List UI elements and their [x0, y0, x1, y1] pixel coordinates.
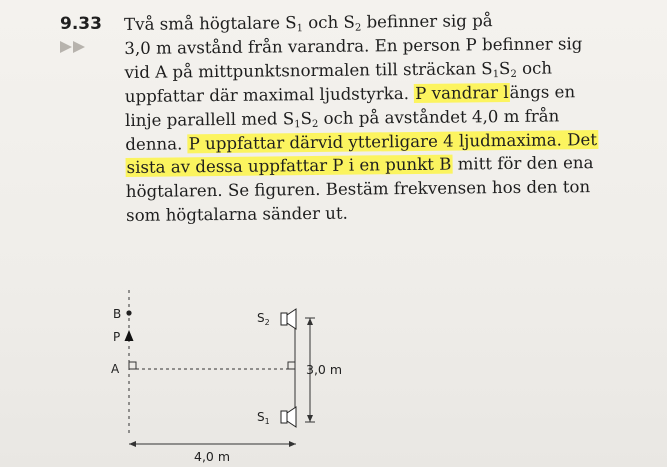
subscript: 1 — [492, 68, 500, 80]
subscript: 2 — [311, 118, 319, 130]
distance-vertical-label: 3,0 m — [306, 362, 343, 377]
text-segment: denna. — [125, 133, 188, 154]
subscript: 2 — [354, 22, 362, 34]
person-p-arrow-icon — [125, 330, 134, 341]
text-segment: och på avståndet 4,0 m från — [318, 106, 560, 128]
right-angle-a — [129, 362, 136, 369]
subscript: 1 — [296, 23, 304, 35]
text-segment: befinner sig på — [361, 11, 493, 32]
text-segment: som högtalarna sänder ut. — [126, 203, 348, 226]
highlighted-text: P uppfattar därvid ytterligare 4 ljudmaxima. Det — [188, 129, 598, 153]
subscript: 1 — [294, 118, 301, 130]
text-segment: S — [300, 108, 312, 128]
text-segment: uppfattar där maximal ljudstyrka. — [124, 83, 415, 106]
text-segment: linje parallell med S — [125, 108, 295, 130]
text-segment: 3,0 m avstånd från varandra. En person P befinner sig — [124, 34, 583, 58]
text-segment: vid A på mittpunktsnormalen till sträckan S — [124, 58, 493, 82]
label-p: P — [113, 330, 121, 344]
subscript: 2 — [510, 68, 517, 80]
speaker-s1-icon — [281, 407, 296, 427]
text-segment: och — [516, 58, 553, 78]
point-b-marker — [126, 310, 131, 315]
speaker-s2-icon — [281, 309, 296, 329]
text-segment: mitt för den ena — [452, 153, 594, 175]
problem-number: 9.33 — [60, 14, 102, 34]
text-segment: ängs en — [509, 81, 576, 102]
text-segment: och S — [302, 12, 355, 33]
label-b: B — [113, 307, 122, 321]
highlighted-text: sista av dessa uppfattar P i en punkt B — [126, 155, 452, 178]
label-s2: $S_2$ — [257, 311, 270, 327]
distance-horizontal-label: 4,0 m — [194, 449, 231, 464]
label-s1: $S_1$ — [257, 410, 270, 426]
text-segment: Två små högtalare S — [124, 13, 297, 34]
highlighted-text: P vandrar l — [415, 82, 509, 103]
text-segment: S — [498, 58, 511, 78]
right-angle-mid — [288, 362, 295, 369]
text-segment: högtalaren. Se figuren. Bestäm frekvensen hos den ton — [125, 177, 591, 202]
label-a: A — [111, 362, 120, 376]
